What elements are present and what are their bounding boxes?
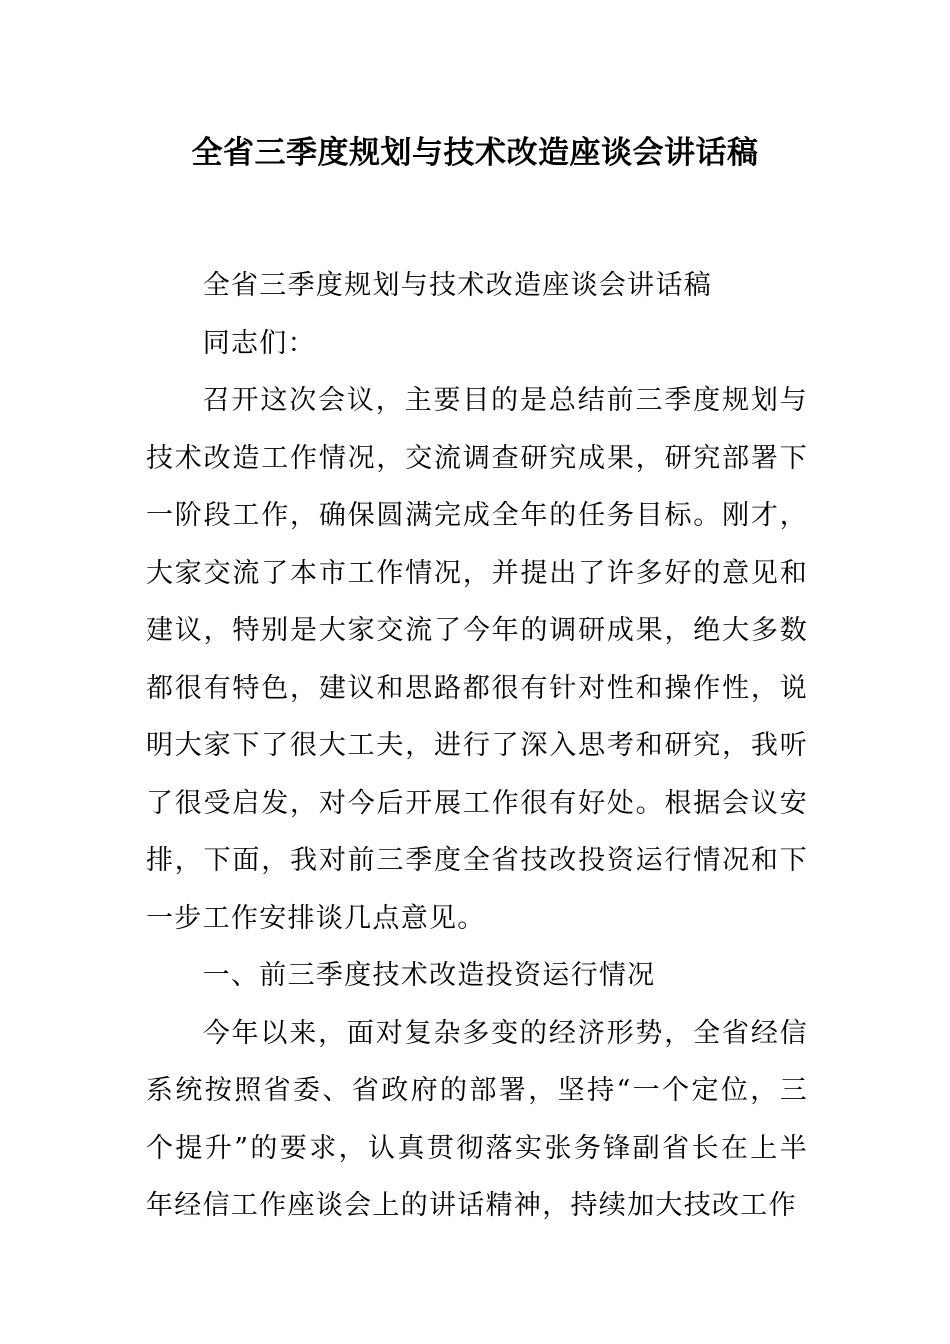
document-title: 全省三季度规划与技术改造座谈会讲话稿: [191, 135, 759, 171]
body-paragraph: 今年以来，面对复杂多变的经济形势，全省经信系统按照省委、省政府的部署，坚持“一个定位，三个提升”的要求，认真贯彻落实张务锋副省长在上半年经信工作座谈会上的讲话精神，持续加大技改工作: [146, 1017, 808, 1221]
section-heading: 一、前三季度技术改造投资运行情况: [202, 960, 656, 991]
intro-paragraph: 召开这次会议，主要目的是总结前三季度规划与技术改造工作情况，交流调查研究成果，研究部署下一阶段工作，确保圆满完成全年的任务目标。刚才，大家交流了本市工作情况，并提出了许多好的意见和建议，特别是大家交流了今年的调研成果，绝大多数都很有特色，建议和思路都很有针对性和操作性，说明大家下了很大工夫，进行了深入思考和研究，我听了很受启发，对今后开展工作很有好处。根据会议安排，下面，我对前三季度全省技改投资运行情况和下一步工作安排谈几点意见。: [146, 385, 808, 934]
salutation-paragraph: 同志们：: [202, 327, 316, 359]
document-body: [146, 257, 808, 1235]
subtitle-paragraph: 全省三季度规划与技术改造座谈会讲话稿: [202, 270, 713, 301]
